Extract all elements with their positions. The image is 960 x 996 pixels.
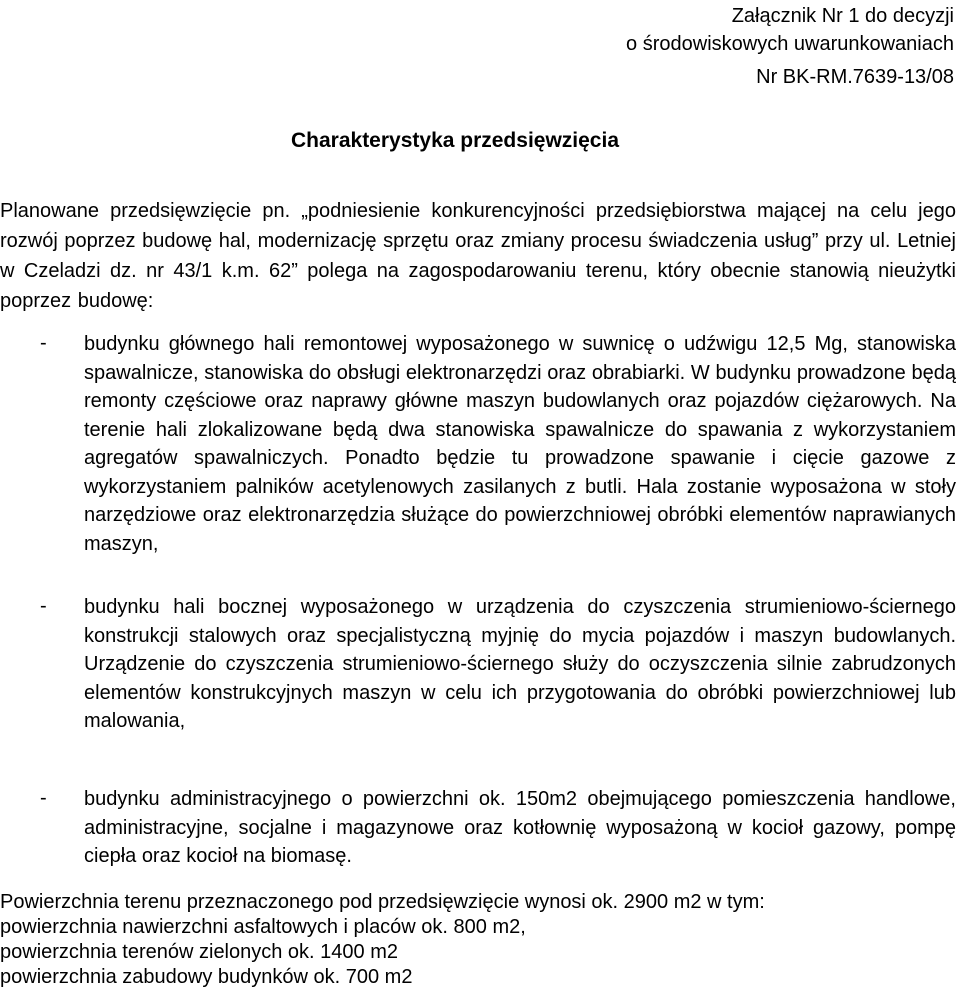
area-summary [0,890,956,990]
list-item-text: budynku hali bocznej wyposażonego w urządzenia do czyszczenia strumieniowo-ściernego konstrukcji stalowych oraz specjalistyczną myjnię do mycia pojazdów i maszyn budowlanych. Urządzenie do czyszczenia strumieniowo-ściernego służy do oczyszczenia silnie zabrudzonych elementów konstrukcyjnych maszyn w celu ich przygotowania do obróbki powierzchniowej lub malowania, [84,596,956,732]
intro-paragraph: Planowane przedsięwzięcie pn. „podniesienie konkurencyjności przedsiębiorstwa mającej na celu jego rozwój poprzez budowę hal, modernizację sprzętu oraz zmiany procesu świadczenia usług” przy ul. Letniej w Czeladzi dz. nr 43/1 k.m. 62” polega na zagospodarowaniu terenu, który obecnie stanowią nieużytki poprzez budowę: [0,200,956,312]
attachment-line-2: o środowiskowych uwarunkowaniach [626,33,954,55]
list-dash: - [40,787,47,809]
list-item [0,330,956,558]
document-title: Charakterystyka przedsięwzięcia [290,129,619,152]
attachment-header [626,2,954,58]
area-paved: powierzchnia nawierzchni asfaltowych i placów ok. 800 m2, [0,916,526,938]
area-total: Powierzchnia terenu przeznaczonego pod przedsięwzięcie wynosi ok. 2900 m2 w tym: [0,891,765,913]
list-item-text: budynku administracyjnego o powierzchni ok. 150m2 obejmującego pomieszczenia handlowe, administracyjne, socjalne i magazynowe oraz kotłownię wyposażoną w kocioł gazowy, pompę ciepła oraz kocioł na biomasę. [84,788,956,867]
list-item [0,593,956,736]
list-item-text: budynku głównego hali remontowej wyposażonego w suwnicę o udźwigu 12,5 Mg, stanowiska spawalnicze, stanowiska do obsługi elektronarzędzi oraz obrabiarki. W budynku prowadzone będą remonty częściowe oraz naprawy główne maszyn budowlanych oraz pojazdów ciężarowych. Na terenie hali zlokalizowane będą dwa stanowiska spawalnicze do spawania z wykorzystaniem agregatów spawalniczych. Ponadto będzie tu prowadzone spawanie i cięcie gazowe z wykorzystaniem palników acetylenowych zasilanych z butli. Hala zostanie wyposażona w stoły narzędziowe oraz elektronarzędzia służące do powierzchniowej obróbki elementów naprawianych maszyn, [84,333,956,555]
attachment-line-1: Załącznik Nr 1 do decyzji [731,5,954,27]
list-dash: - [40,595,47,617]
area-green: powierzchnia terenów zielonych ok. 1400 m2 [0,941,398,963]
area-buildings: powierzchnia zabudowy budynków ok. 700 m2 [0,966,413,988]
list-item [0,785,956,871]
document-number: Nr BK-RM.7639-13/08 [756,66,954,88]
list-dash: - [40,332,47,354]
